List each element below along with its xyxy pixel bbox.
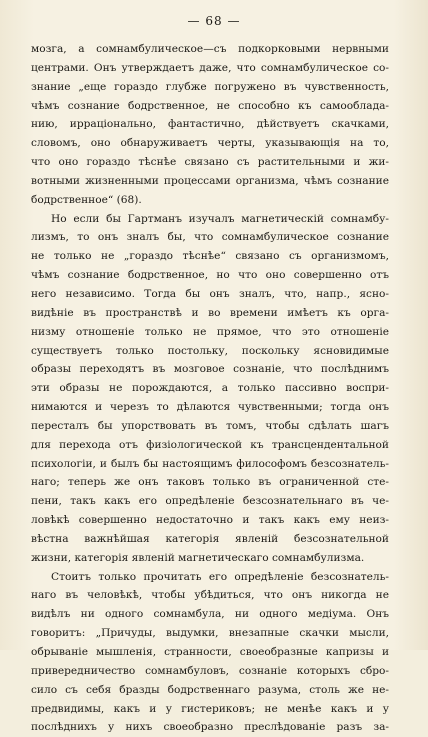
- text-line: психологіи, и былъ бы настоящимъ философомъ безсознатель-: [31, 457, 389, 470]
- text-line: предвидимы, какъ и у гистериковъ; не менѣе какъ и у: [31, 702, 389, 715]
- text-line: него независимо. Тогда бы онъ зналъ, что, напр., ясно-: [31, 287, 389, 300]
- text-line: существуетъ только постольку, поскольку ясновидимые: [31, 344, 389, 357]
- text-line: ловѣкѣ совершенно недостаточно и такъ какъ ему неиз-: [31, 514, 389, 527]
- text-line: привередничество сомнамбуловъ, сознаніе которыхъ сбро-: [31, 664, 389, 677]
- text-line: говоритъ: „Причуды, выдумки, внезапные скачки мысли,: [31, 627, 389, 640]
- text-line: сило съ себя бразды бодрственнаго разума, столь же не-: [31, 683, 389, 696]
- text-line: пени, такъ какъ его опредѣленіе безсознательнаго въ че-: [31, 495, 389, 508]
- text-line: чѣмъ сознание бодрственное, не способно къ самооблада-: [31, 99, 389, 112]
- body-text: [31, 40, 389, 737]
- text-line: нию, ирраціонально, фантастично, дѣйствуетъ скачками,: [31, 118, 389, 131]
- text-line: лизмъ, то онъ зналъ бы, что сомнамбулическое сознание: [31, 231, 389, 244]
- text-line: наго; теперь же онъ таковъ только въ ограниченной сте-: [31, 476, 389, 489]
- text-line: пересталъ бы упорствовать въ томъ, чтобы сдѣлать шагъ: [31, 419, 389, 432]
- text-line: не только не „гораздо тѣснѣе“ связано съ организмомъ,: [31, 250, 389, 263]
- text-line: жизни, категорія явленій магнетическаго сомнамбулизма.: [31, 551, 365, 564]
- text-line: словомъ, оно обнаруживаетъ черты, указывающія на то,: [31, 137, 389, 150]
- text-line: послѣднихъ у нихъ своеобразно преслѣдованіе разъ за-: [31, 721, 389, 734]
- text-line: Но если бы Гартманъ изучалъ магнетическій сомнамбу-: [51, 212, 389, 225]
- text-line: для перехода отъ физіологической къ трансцендентальной: [31, 438, 389, 451]
- page-number: — 68 —: [187, 14, 241, 28]
- text-line: видѣніе въ пространствѣ и во времени имѣетъ къ орга-: [31, 306, 389, 319]
- text-line: центрами. Онъ утверждаетъ даже, что сомнамбулическое со-: [31, 61, 389, 74]
- text-line: видѣлъ ни одного сомнамбула, ни одного медіума. Онъ: [31, 608, 389, 621]
- text-line: вотными жизненными процессами организма, чѣмъ сознание: [31, 174, 389, 187]
- text-line: что оно гораздо тѣснѣе связано съ растительными и жи-: [31, 156, 389, 169]
- text-line: чѣмъ сознание бодрственное, но что оно совершенно отъ: [31, 269, 389, 282]
- text-line: эти образы не порождаются, а только пассивно воспри-: [31, 382, 389, 395]
- text-line: мозга, а сомнамбулическое—съ подкорковыми нервными: [31, 43, 389, 55]
- text-line: бодрственное“ (68).: [31, 193, 142, 206]
- text-line: образы переходятъ въ мозговое сознаніе, что послѣднимъ: [31, 363, 389, 376]
- text-line: низму отношеніе только не прямое, что это отношеніе: [31, 325, 389, 338]
- text-line: нимаются и черезъ то дѣлаются чувственными; тогда онъ: [31, 401, 389, 414]
- text-line: обрываніе мышленія, странности, своеобразные капризы и: [31, 646, 389, 658]
- text-line: вѣстна важнѣйшая категорія явленій безсознательной: [31, 532, 389, 545]
- text-line: наго въ человѣкѣ, чтобы убѣдиться, что онъ никогда не: [31, 589, 389, 602]
- text-line: знание „еще гораздо глубже погружено въ чувственность,: [31, 80, 389, 93]
- text-line: Стоитъ только прочитать его опредѣленіе безсознатель-: [51, 570, 389, 583]
